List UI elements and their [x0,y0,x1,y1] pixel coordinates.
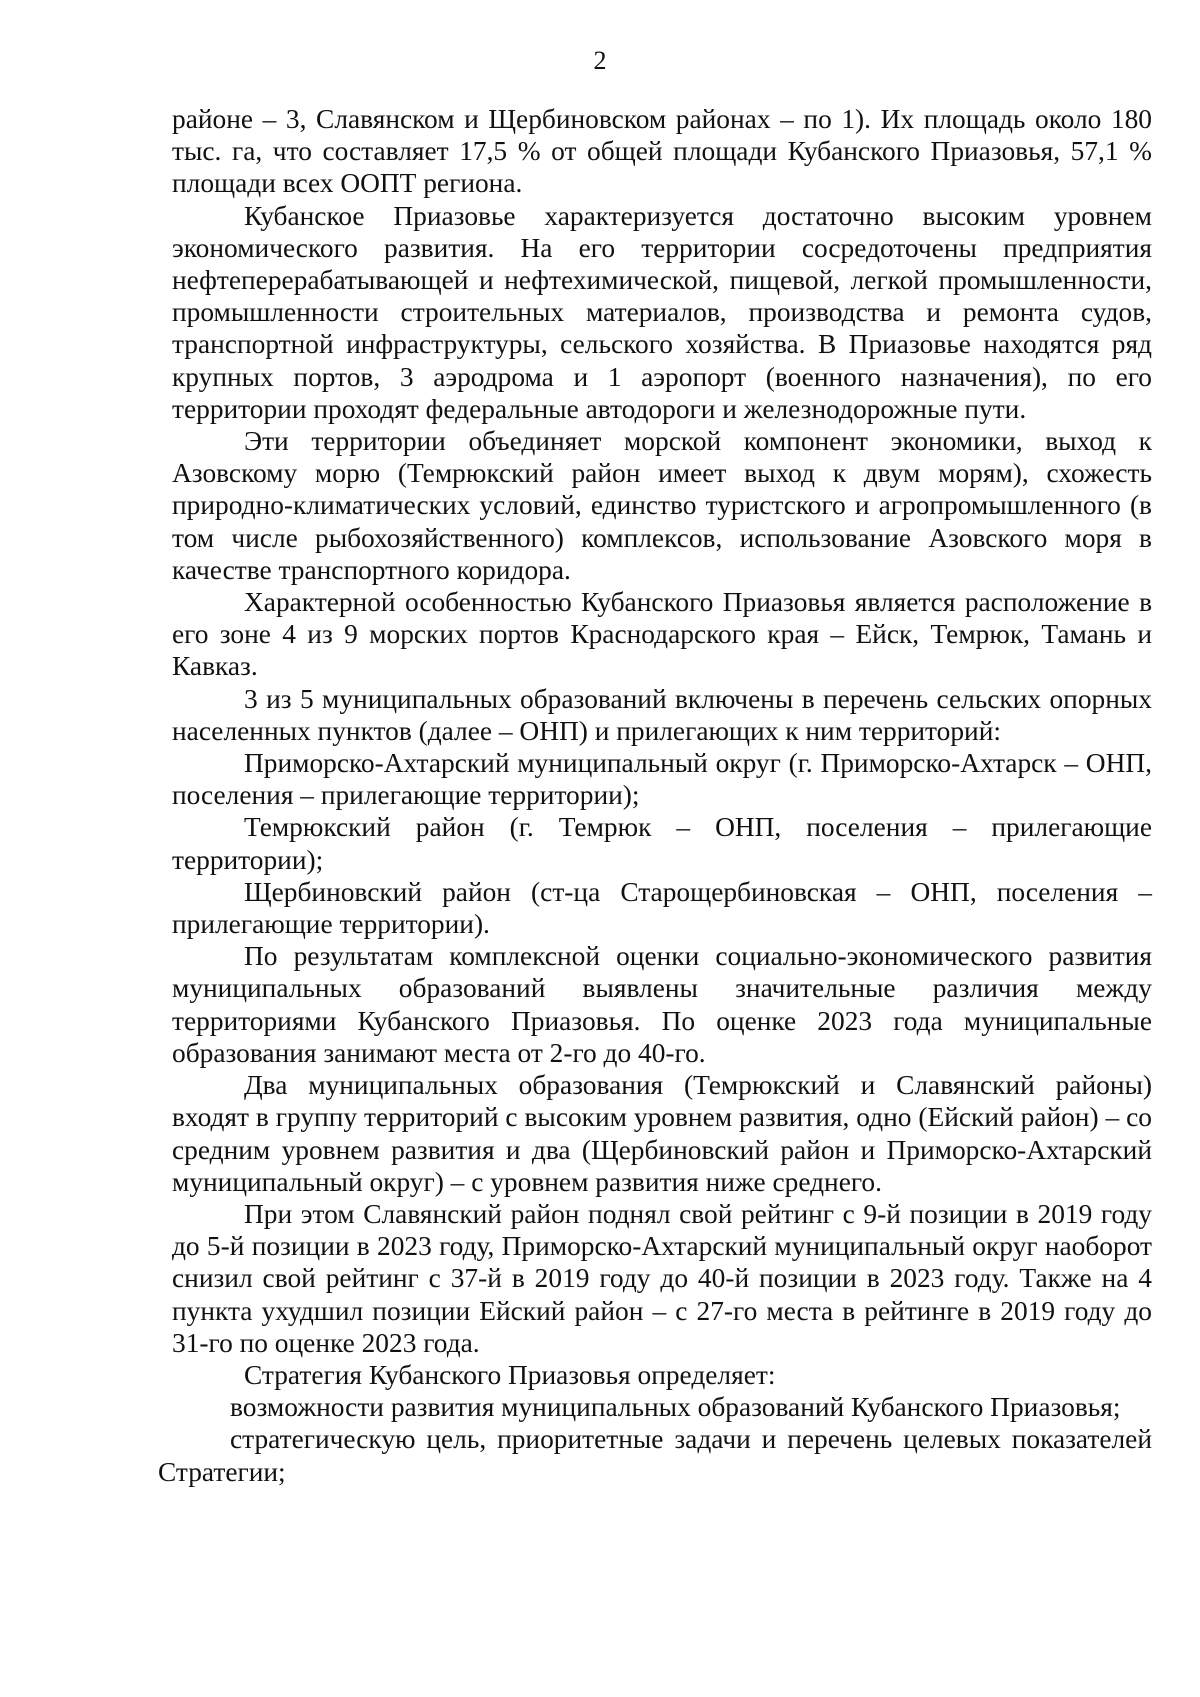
paragraph-rating-changes: При этом Славянский район поднял свой рейтинг с 9-й позиции в 2019 году до 5-й позиции в 2023 году, Приморско-Ахтарский муниципальный округ наоборот снизил свой рейтинг с 37-й в 2019 году до 40-й позиции в 2023 году. Также на 4 пункта ухудшил позиции Ейский район – с 27-го места в рейтинге в 2019 году до 31-го по оценке 2023 года. [172,1198,1152,1358]
paragraph-development-groups: Два муниципальных образования (Темрюкский и Славянский районы) входят в группу территорий с высоким уровнем развития, одно (Ейский район) – со средним уровнем развития и два (Щербиновский район и Приморско-Ахтарский муниципальный округ) – с уровнем развития ниже среднего. [172,1070,1152,1197]
list-item-shcherbinovsky: Щербиновский район (ст-ца Старощербиновская – ОНП, поселения – прилегающие территории). [172,876,1152,940]
document-body [158,103,1152,1488]
paragraph-economy: Кубанское Приазовье характеризуется достаточно высоким уровнем экономического развития. На его территории сосредоточены предприятия нефтеперерабатывающей и нефтехимической, пищевой, легкой промышленности, промышленности строительных материалов, производства и ремонта судов, транспортной инфраструктуры, сельского хозяйства. В Приазовье находятся ряд крупных портов, 3 аэродрома и 1 аэропорт (военного назначения), по его территории проходят федеральные автодороги и железнодорожные пути. [172,200,1152,424]
page-number: 2 [593,46,607,75]
list-item-temryuksky: Темрюкский район (г. Темрюк – ОНП, поселения – прилегающие территории); [172,812,1152,875]
paragraph-strategy-defines: Стратегия Кубанского Приазовья определяет: [244,1359,776,1390]
list-item-primorsko-akhtarsky: Приморско-Ахтарский муниципальный округ (г. Приморско-Ахтарск – ОНП, поселения – прилегающие территории); [172,748,1152,811]
list-item-strategic-goal: стратегическую цель, приоритетные задачи и перечень целевых показателей Стратегии; [158,1424,1152,1487]
paragraph-continuation: районе – 3, Славянском и Щербиновском районах – по 1). Их площадь около 180 тыс. га, что составляет 17,5 % от общей площади Кубанского Приазовья, 57,1 % площади всех ООПТ региона. [172,104,1152,199]
paragraph-ports: Характерной особенностью Кубанского Приазовья является расположение в его зоне 4 из 9 морских портов Краснодарского края – Ейск, Темрюк, Тамань и Кавказ. [172,587,1152,682]
paragraph-assessment: По результатам комплексной оценки социально-экономического развития муниципальных образований выявлены значительные различия между территориями Кубанского Приазовья. По оценке 2023 года муниципальные образования занимают места от 2-го до 40-го. [172,941,1152,1068]
list-item-development-opportunities: возможности развития муниципальных образований Кубанского Приазовья; [230,1392,1121,1423]
paragraph-maritime: Эти территории объединяет морской компонент экономики, выход к Азовскому морю (Темрюкский район имеет выход к двум морям), схожесть природно-климатических условий, единство туристского и агропромышленного (в том числе рыбохозяйственного) комплексов, использование Азовского моря в качестве транспортного коридора. [172,426,1152,585]
paragraph-onp-intro: 3 из 5 муниципальных образований включены в перечень сельских опорных населенных пунктов (далее – ОНП) и прилегающих к ним территорий: [172,683,1152,746]
